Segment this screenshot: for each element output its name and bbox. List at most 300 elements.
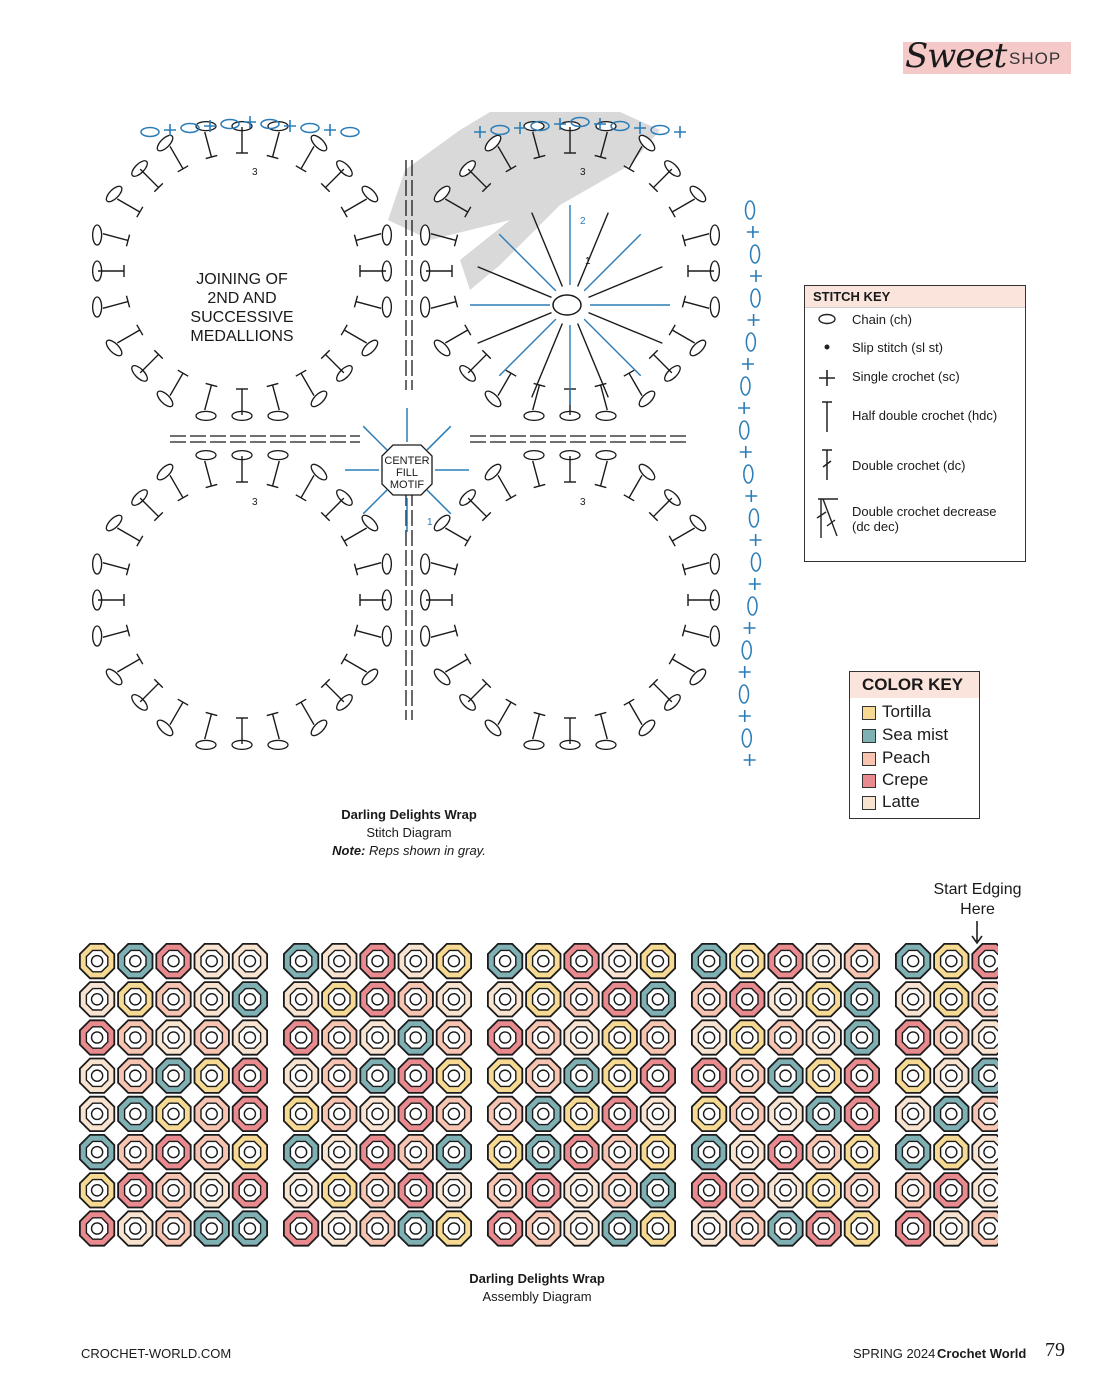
medallion-center: [704, 1108, 715, 1119]
medallion-center: [946, 1185, 957, 1196]
double-crochet-stitch: [498, 373, 511, 396]
medallion-center: [448, 1223, 459, 1234]
double-crochet-stitch: [672, 528, 695, 541]
chain-stitch: [742, 729, 751, 747]
medallion-center: [448, 1070, 459, 1081]
medallion-center: [538, 1147, 549, 1158]
double-crochet-stitch: [325, 498, 343, 516]
double-crochet-stitch: [498, 475, 511, 498]
medallion-center: [576, 1147, 587, 1158]
medallion-center: [244, 994, 255, 1005]
center-fill-stitch: [363, 426, 387, 450]
center-ring-stitch: [499, 319, 556, 376]
medallion: [730, 1059, 764, 1093]
stitch-cap: [624, 699, 634, 705]
medallion-center: [780, 1185, 791, 1196]
medallion-center: [856, 1070, 867, 1081]
medallion-center: [652, 1185, 663, 1196]
medallion: [437, 944, 471, 978]
double-crochet-stitch: [117, 199, 140, 212]
chain-stitch: [710, 225, 719, 245]
medallion-center: [984, 994, 995, 1005]
medallion-center: [410, 994, 421, 1005]
brand-shop: SHOP: [1009, 49, 1062, 68]
double-crochet-stitch: [117, 330, 140, 343]
slip-stitch-icon: [815, 340, 839, 358]
medallion-center: [168, 1223, 179, 1234]
medallion: [807, 1059, 841, 1093]
svg-text:3: 3: [580, 497, 586, 508]
medallion-center: [780, 956, 791, 967]
medallion-center: [984, 1108, 995, 1119]
medallion-center: [576, 1185, 587, 1196]
chain-stitch: [746, 201, 755, 219]
medallion: [195, 1173, 229, 1207]
medallion: [233, 1059, 267, 1093]
medallion-center: [538, 1070, 549, 1081]
stitch-key-label: Half double crochet (hdc): [852, 408, 998, 423]
medallion-center: [410, 1185, 421, 1196]
medallion-center: [538, 994, 549, 1005]
stitch-cap: [669, 325, 675, 335]
footer-site: CROCHET-WORLD.COM: [81, 1346, 232, 1361]
stitch-cap: [341, 207, 347, 217]
medallion-center: [538, 1032, 549, 1043]
color-swatch: [862, 729, 876, 743]
medallion-center: [168, 1070, 179, 1081]
medallion-center: [296, 1147, 307, 1158]
chain-stitch: [710, 554, 719, 574]
medallion: [934, 1059, 968, 1093]
center-fill-stitch: [363, 490, 387, 514]
double-crochet-stitch: [445, 330, 468, 343]
double-crochet-decrease-icon: [815, 496, 839, 545]
double-crochet-stitch: [356, 631, 381, 638]
medallion: [526, 1097, 560, 1131]
stitch-key: [804, 285, 1026, 562]
medallion-center: [296, 1032, 307, 1043]
medallion: [603, 1173, 637, 1207]
medallion: [692, 1020, 726, 1054]
medallion-center: [500, 1108, 511, 1119]
medallion: [692, 1059, 726, 1093]
medallion-center: [168, 1032, 179, 1043]
medallion: [896, 1135, 930, 1169]
medallion-center: [168, 956, 179, 967]
medallion: [934, 1097, 968, 1131]
medallion-center: [334, 1147, 345, 1158]
assembly-caption-subtitle: Assembly Diagram: [482, 1289, 592, 1304]
chain-stitch: [268, 451, 288, 460]
medallion: [641, 1211, 675, 1245]
single-crochet-stitch: [324, 124, 336, 136]
medallion-center: [130, 956, 141, 967]
chain-stitch: [268, 740, 288, 749]
medallion-center: [984, 1147, 995, 1158]
medallion-center: [576, 1032, 587, 1043]
medallion-center: [334, 1032, 345, 1043]
chain-stitch: [742, 641, 751, 659]
medallion-center: [742, 1223, 753, 1234]
double-crochet-stitch: [468, 498, 486, 516]
single-crochet-stitch: [742, 358, 754, 370]
medallion-center: [372, 956, 383, 967]
medallion-center: [704, 1147, 715, 1158]
medallion-center: [538, 956, 549, 967]
medallion-center: [984, 1185, 995, 1196]
medallion: [80, 1211, 114, 1245]
medallion: [972, 982, 998, 1016]
medallion: [360, 1211, 394, 1245]
chain-stitch: [596, 740, 616, 749]
medallion: [118, 1135, 152, 1169]
medallion: [603, 1059, 637, 1093]
color-key-label: Crepe: [882, 770, 929, 789]
assembly-diagram: [78, 942, 998, 1252]
medallion: [896, 1097, 930, 1131]
medallion: [399, 982, 433, 1016]
medallion-center: [856, 1223, 867, 1234]
medallion-center: [410, 956, 421, 967]
medallion: [564, 1211, 598, 1245]
medallion-center: [652, 1108, 663, 1119]
stitch-cap: [669, 654, 675, 664]
medallion: [934, 982, 968, 1016]
medallion: [845, 1135, 879, 1169]
chain-stitch: [196, 740, 216, 749]
center-fill-stitch: [427, 426, 451, 450]
footer-issue: SPRING 2024: [853, 1346, 936, 1361]
medallion-center: [410, 1223, 421, 1234]
stitch-cap: [465, 325, 471, 335]
medallion-center: [538, 1185, 549, 1196]
medallion-center: [704, 1185, 715, 1196]
medallion-center: [334, 1108, 345, 1119]
medallion-center: [742, 1032, 753, 1043]
medallion-center: [296, 956, 307, 967]
chain-stitch: [268, 411, 288, 420]
double-crochet-stitch: [140, 683, 158, 701]
stitch-diagram: [70, 100, 790, 810]
stitch-key-label: Slip stitch (sl st): [852, 340, 944, 355]
medallion-center: [614, 1223, 625, 1234]
medallion-center: [92, 1223, 103, 1234]
svg-text:MOTIF: MOTIF: [389, 479, 425, 491]
medallion: [768, 1173, 802, 1207]
stitch-key-label: Double crochet (dc): [852, 458, 966, 473]
chain-icon: [815, 312, 839, 330]
stitch-key-label: Chain (ch): [852, 312, 912, 327]
medallion: [360, 1020, 394, 1054]
medallion: [768, 982, 802, 1016]
center-ring-stitch: [584, 319, 641, 376]
medallion-center: [244, 1032, 255, 1043]
medallion-center: [130, 1032, 141, 1043]
svg-text:MEDALLIONS: MEDALLIONS: [190, 328, 294, 345]
medallion: [768, 1059, 802, 1093]
svg-text:3: 3: [580, 167, 586, 178]
medallion: [896, 1020, 930, 1054]
double-crochet-stitch: [601, 714, 608, 739]
chain-stitch: [196, 411, 216, 420]
double-crochet-stitch: [344, 330, 367, 343]
chain-stitch: [524, 411, 544, 420]
medallion-center: [410, 1108, 421, 1119]
medallion-center: [92, 956, 103, 967]
medallion-center: [818, 1147, 829, 1158]
chain-stitch: [93, 297, 102, 317]
double-crochet-stitch: [170, 146, 183, 169]
medallion: [845, 1020, 879, 1054]
medallion-center: [92, 1032, 103, 1043]
chain-stitch: [596, 451, 616, 460]
medallion: [156, 1020, 190, 1054]
double-crochet-stitch: [205, 385, 212, 410]
medallion-center: [908, 994, 919, 1005]
medallion-center: [614, 1032, 625, 1043]
stitch-cap: [624, 166, 634, 172]
medallion-center: [984, 956, 995, 967]
color-key-label: Latte: [882, 792, 920, 811]
chain-stitch: [382, 626, 391, 646]
medallion-center: [856, 994, 867, 1005]
double-crochet-stitch: [301, 702, 314, 725]
medallion-center: [780, 1032, 791, 1043]
medallion: [195, 982, 229, 1016]
medallion-center: [984, 1032, 995, 1043]
stitch-caption-note: Reps shown in gray.: [365, 843, 486, 858]
double-crochet-stitch: [533, 714, 540, 739]
medallion: [233, 1135, 267, 1169]
medallion-center: [244, 1108, 255, 1119]
double-crochet-stitch: [344, 199, 367, 212]
stitch-cap: [296, 166, 306, 172]
stitch-cap: [506, 699, 516, 705]
svg-text:1: 1: [585, 256, 591, 267]
medallion: [564, 1097, 598, 1131]
stitch-cap: [178, 495, 188, 501]
medallion: [934, 1135, 968, 1169]
medallion: [80, 1135, 114, 1169]
double-crochet-stitch: [684, 234, 709, 241]
double-crochet-stitch: [325, 169, 343, 187]
medallion-center: [244, 1185, 255, 1196]
medallion-center: [448, 956, 459, 967]
stitch-cap: [506, 495, 516, 501]
single-crochet-stitch: [745, 490, 757, 502]
medallion-center: [908, 1223, 919, 1234]
medallion-center: [908, 1147, 919, 1158]
double-crochet-stitch: [672, 199, 695, 212]
medallion-center: [500, 956, 511, 967]
medallion: [195, 1059, 229, 1093]
medallion: [118, 1173, 152, 1207]
medallion: [972, 1173, 998, 1207]
medallion: [730, 1135, 764, 1169]
medallion: [118, 944, 152, 978]
stitch-cap: [465, 536, 471, 546]
medallion-center: [168, 1108, 179, 1119]
medallion-center: [908, 1032, 919, 1043]
medallion-center: [908, 1108, 919, 1119]
medallion: [399, 1135, 433, 1169]
medallion: [195, 944, 229, 978]
medallion: [896, 1059, 930, 1093]
medallion: [896, 944, 930, 978]
medallion-center: [92, 1147, 103, 1158]
medallion-center: [92, 994, 103, 1005]
half-double-crochet-icon: [815, 400, 839, 439]
medallion-center: [130, 994, 141, 1005]
medallion-center: [818, 1108, 829, 1119]
chain-stitch: [382, 554, 391, 574]
medallion: [526, 1173, 560, 1207]
medallion-center: [742, 1147, 753, 1158]
medallion: [488, 1173, 522, 1207]
medallion: [526, 1135, 560, 1169]
medallion: [437, 982, 471, 1016]
medallion: [399, 1211, 433, 1245]
medallion: [896, 1173, 930, 1207]
double-crochet-stitch: [601, 461, 608, 486]
chain-stitch: [421, 225, 430, 245]
medallion-center: [576, 1108, 587, 1119]
svg-text:2ND AND: 2ND AND: [207, 290, 277, 307]
medallion-center: [448, 1108, 459, 1119]
medallion-center: [296, 1070, 307, 1081]
medallion: [641, 1097, 675, 1131]
medallion-center: [780, 1223, 791, 1234]
double-crochet-stitch: [140, 354, 158, 372]
medallion: [730, 982, 764, 1016]
double-crochet-stitch: [117, 528, 140, 541]
assembly-panel: [284, 944, 471, 1246]
double-crochet-stitch: [629, 702, 642, 725]
double-crochet-stitch: [140, 498, 158, 516]
medallion-center: [448, 1185, 459, 1196]
single-crochet-stitch: [284, 120, 296, 132]
medallion-center: [206, 1032, 217, 1043]
medallion: [845, 1211, 879, 1245]
medallion-center: [856, 1185, 867, 1196]
medallion-center: [704, 1032, 715, 1043]
medallion: [768, 1020, 802, 1054]
chain-stitch: [710, 626, 719, 646]
svg-text:JOINING OF: JOINING OF: [196, 271, 288, 288]
medallion: [845, 982, 879, 1016]
double-crochet-stitch: [653, 683, 671, 701]
stitch-cap: [341, 536, 347, 546]
chain-stitch: [382, 225, 391, 245]
medallion-center: [500, 1032, 511, 1043]
medallion: [730, 1097, 764, 1131]
medallion: [807, 1211, 841, 1245]
medallion-center: [576, 956, 587, 967]
medallion: [360, 1173, 394, 1207]
medallion-center: [614, 1147, 625, 1158]
medallion-center: [296, 1108, 307, 1119]
stitch-cap: [624, 370, 634, 376]
chain-stitch: [141, 128, 159, 137]
medallion: [488, 1097, 522, 1131]
medallion: [360, 944, 394, 978]
assembly-grid: [80, 944, 998, 1246]
medallion-center: [244, 1147, 255, 1158]
medallion: [437, 1059, 471, 1093]
svg-text:SUCCESSIVE: SUCCESSIVE: [190, 309, 294, 326]
medallion-center: [500, 1223, 511, 1234]
center-ring-stitch: [478, 313, 552, 344]
medallion-center: [742, 956, 753, 967]
medallion: [399, 944, 433, 978]
medallion: [80, 944, 114, 978]
medallion: [730, 944, 764, 978]
medallion-center: [576, 994, 587, 1005]
medallion-center: [946, 956, 957, 967]
chain-stitch: [740, 685, 749, 703]
stitch-caption-note-label: Note:: [332, 843, 366, 858]
brand-script: Sweet: [905, 36, 1007, 76]
stitch-cap: [506, 370, 516, 376]
medallion-center: [206, 1070, 217, 1081]
medallion: [118, 1097, 152, 1131]
medallion: [603, 1135, 637, 1169]
medallion-center: [410, 1147, 421, 1158]
center-ring-stitch: [588, 313, 662, 344]
medallion-center: [130, 1185, 141, 1196]
medallion-center: [818, 1070, 829, 1081]
medallion: [284, 944, 318, 978]
double-crochet-stitch: [103, 563, 128, 570]
double-crochet-stitch: [170, 702, 183, 725]
single-crochet-stitch: [739, 666, 751, 678]
reps-shading: [388, 112, 660, 290]
medallion: [972, 944, 998, 978]
chain-stitch: [421, 626, 430, 646]
medallion: [845, 1097, 879, 1131]
medallion-center: [372, 994, 383, 1005]
medallion-center: [372, 1147, 383, 1158]
medallion: [768, 944, 802, 978]
medallion: [284, 1173, 318, 1207]
double-crochet-stitch: [653, 169, 671, 187]
medallion: [807, 1135, 841, 1169]
medallion-center: [704, 1070, 715, 1081]
medallion-center: [130, 1108, 141, 1119]
medallion: [526, 982, 560, 1016]
double-crochet-stitch: [140, 169, 158, 187]
medallion: [156, 982, 190, 1016]
medallion-center: [576, 1070, 587, 1081]
medallion-center: [372, 1108, 383, 1119]
medallion-center: [206, 1185, 217, 1196]
medallion-center: [372, 1223, 383, 1234]
medallion-center: [856, 1032, 867, 1043]
medallion: [195, 1097, 229, 1131]
medallion-center: [652, 1147, 663, 1158]
medallion: [118, 1020, 152, 1054]
medallion: [399, 1097, 433, 1131]
medallion: [233, 1097, 267, 1131]
footer-magazine: Crochet World: [937, 1346, 1027, 1361]
medallion-center: [652, 1070, 663, 1081]
medallion-center: [168, 1185, 179, 1196]
medallion: [399, 1173, 433, 1207]
medallion-center: [652, 1223, 663, 1234]
stitch-cap: [669, 207, 675, 217]
double-crochet-stitch: [205, 461, 212, 486]
medallion-center: [500, 1070, 511, 1081]
